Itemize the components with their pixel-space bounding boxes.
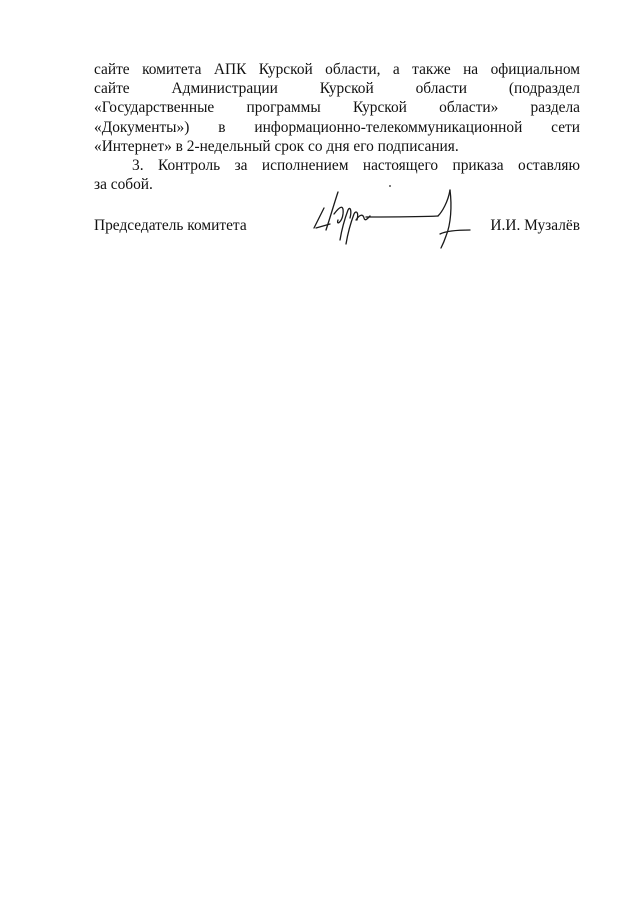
text-line-5: «Интернет» в 2-недельный срок со дня его подписания. (94, 137, 459, 155)
signature-block (94, 214, 580, 274)
text-line-3: «Государственные программы Курской области» раздела (94, 99, 580, 117)
text-line-1: сайте комитета АПК Курской области, а также на официальном (94, 61, 580, 78)
signer-name: И.И. Музалёв (490, 217, 580, 234)
signer-title: Председатель комитета (94, 217, 247, 234)
text-line-7: за собой. (94, 176, 153, 194)
text-line-4: «Документы») в информационно-телекоммуникационной сети (94, 118, 580, 136)
text-line-6: 3. Контроль за исполнением настоящего приказа оставляю (132, 157, 580, 175)
document-body (94, 60, 580, 194)
text-line-2: сайте Администрации Курской области (подраздел (94, 80, 580, 98)
handwritten-signature (308, 184, 488, 264)
